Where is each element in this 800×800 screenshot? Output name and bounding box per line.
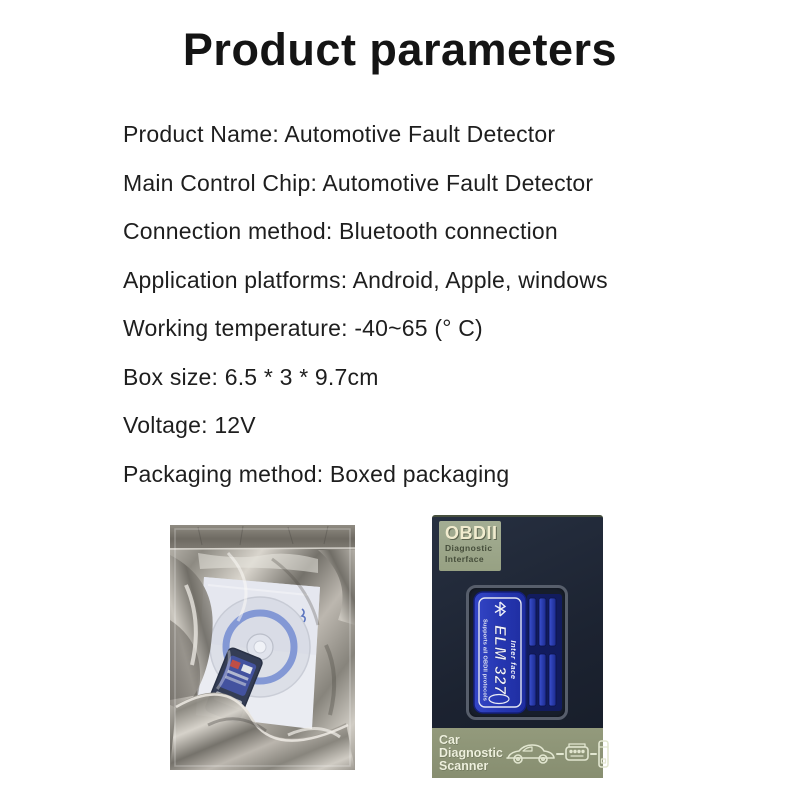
antistatic-bag-photo bbox=[168, 525, 357, 772]
device-pins bbox=[527, 594, 562, 711]
device-name-text: ELM 327 bbox=[490, 625, 508, 695]
box-header-line1: Diagnostic bbox=[445, 543, 493, 553]
box-footer-icons bbox=[505, 733, 609, 773]
box-footer-text bbox=[439, 734, 503, 773]
param-working-temperature: Working temperature: -40~65 (° C) bbox=[123, 315, 483, 341]
param-main-control-chip: Main Control Chip: Automotive Fault Detector bbox=[123, 169, 594, 196]
obd-connector-icon bbox=[566, 744, 588, 760]
box-footer-line3: Scanner bbox=[439, 758, 489, 773]
elm327-device bbox=[469, 588, 565, 717]
box-header-label bbox=[439, 521, 501, 571]
device-label-body bbox=[474, 592, 526, 713]
box-header-title: OBDII bbox=[445, 523, 498, 543]
param-box-size: Box size: 6.5 * 3 * 9.7cm bbox=[123, 363, 379, 390]
device-line3-text: Supports all OBDII protocols bbox=[481, 618, 488, 702]
param-application-platforms: Application platforms: Android, Apple, windows bbox=[123, 266, 608, 293]
param-packaging-method: Packaging method: Boxed packaging bbox=[123, 460, 510, 487]
box-footer-line1: Car bbox=[439, 732, 460, 747]
parameter-list bbox=[123, 119, 608, 489]
product-box-photo bbox=[432, 515, 603, 778]
box-footer-line2: Diagnostic bbox=[439, 745, 503, 760]
car-icon bbox=[507, 745, 554, 763]
box-header-line2: Interface bbox=[445, 553, 485, 564]
page-title: Product parameters bbox=[182, 24, 618, 75]
phone-icon bbox=[599, 741, 608, 767]
box-device-window bbox=[466, 585, 568, 720]
param-voltage: Voltage: 12V bbox=[123, 412, 256, 438]
device-line2-text: Inter face bbox=[509, 640, 519, 680]
param-product-name: Product Name: Automotive Fault Detector bbox=[123, 121, 556, 147]
box-footer-band bbox=[432, 728, 603, 778]
param-connection-method: Connection method: Bluetooth connection bbox=[123, 218, 558, 244]
